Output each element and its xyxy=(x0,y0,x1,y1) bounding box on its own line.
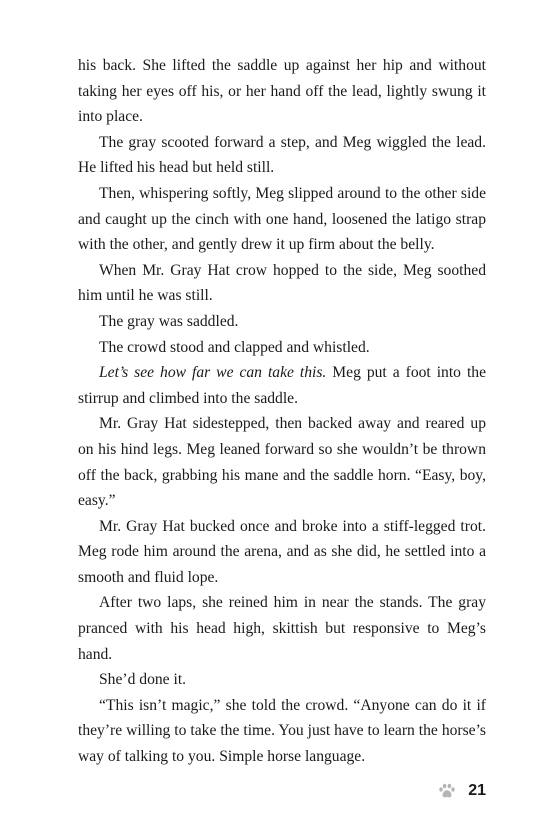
page-number: 21 xyxy=(468,782,486,799)
paragraph: his back. She lifted the saddle up against her hip and without taking her eyes off his, or her hand off the lead, lightly swung it into place. xyxy=(78,57,486,126)
paragraph: The gray scooted forward a step, and Meg wiggled the lead. He lifted his head but held still. xyxy=(78,133,486,177)
paragraph xyxy=(78,360,486,411)
paragraph: The gray was saddled. xyxy=(99,312,239,330)
paragraph-text: Meg put a foot into the stirrup and climbed into the saddle. xyxy=(78,364,486,407)
paragraph: When Mr. Gray Hat crow hopped to the side, Meg soothed him until he was still. xyxy=(78,261,486,305)
paragraph: Mr. Gray Hat sidestepped, then backed away and reared up on his hind legs. Meg leaned forward so she wouldn’t be thrown off the back, grabbing his mane and the saddle horn. “Easy, boy, easy.” xyxy=(78,415,486,510)
italic-thought: Let’s see how far we can take this. xyxy=(99,364,327,382)
paragraph: She’d done it. xyxy=(99,671,187,689)
paragraph: Then, whispering softly, Meg slipped around to the other side and caught up the cinch with one hand, loosened the latigo strap with the other, and gently drew it up firm about the belly. xyxy=(78,184,486,254)
paragraph: The crowd stood and clapped and whistled. xyxy=(99,338,370,356)
body-text xyxy=(78,53,486,770)
paragraph: Mr. Gray Hat bucked once and broke into a stiff-legged trot. Meg rode him around the arena, and as she did, he settled into a smooth and fluid lope. xyxy=(78,517,486,586)
page-footer xyxy=(438,781,486,801)
paragraph: “This isn’t magic,” she told the crowd. “Anyone can do it if they’re willing to take the time. You just have to learn the horse’s way of talking to you. Simple horse language. xyxy=(78,696,486,766)
paw-print-icon xyxy=(438,783,456,799)
paragraph: After two laps, she reined him in near the stands. The gray pranced with his head high, skittish but responsive to Meg’s hand. xyxy=(78,594,486,663)
